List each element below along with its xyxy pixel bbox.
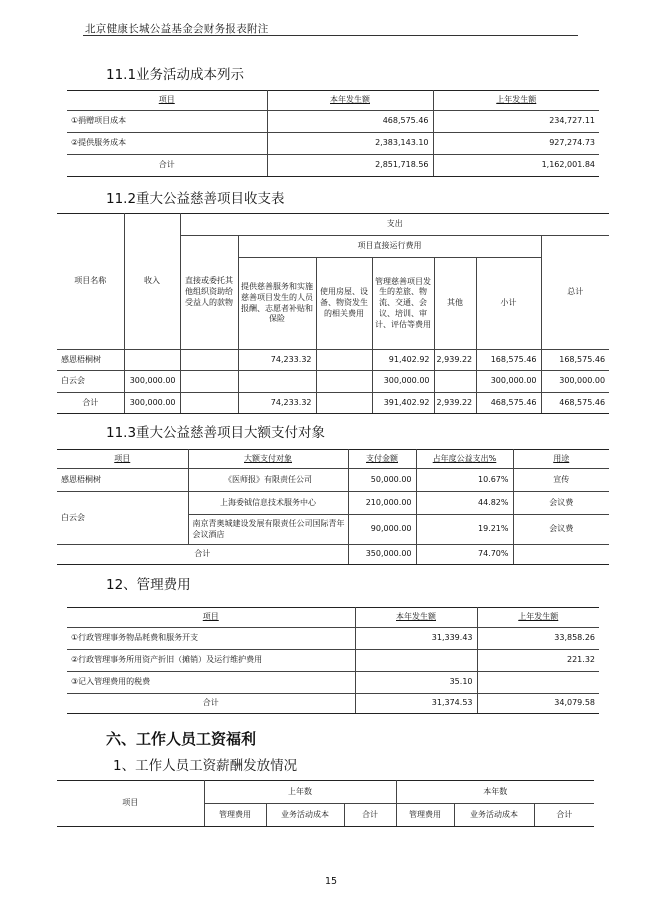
table-cell: 1,162,001.84 [433, 155, 599, 177]
table-row [57, 393, 609, 414]
col-header-last-year: 上年发生额 [433, 91, 599, 111]
table-cell [180, 393, 238, 414]
table-cell [316, 393, 372, 414]
document-header: 北京健康长城公益基金会财务报表附注 [85, 23, 269, 35]
table-row [57, 350, 609, 371]
table-cell: 10.67% [416, 469, 513, 492]
table-cell [180, 350, 238, 371]
table-cell: 91,402.92 [372, 350, 434, 371]
table-cell [238, 371, 316, 393]
table-cell [477, 672, 599, 694]
table-cell: 合计 [57, 545, 348, 565]
table-cell: 468,575.46 [541, 393, 609, 414]
col-header-business-cost: 业务活动成本 [266, 804, 344, 827]
col-header-admin-expense: 管理费用 [204, 804, 266, 827]
table-row [67, 672, 599, 694]
col-header-income: 收入 [124, 214, 180, 350]
table-cell: ②提供服务成本 [67, 133, 267, 155]
table-row [57, 545, 609, 565]
col-header-this-year: 本年发生额 [355, 608, 477, 628]
table-cell: 221.32 [477, 650, 599, 672]
table-cell: 168,575.46 [476, 350, 541, 371]
table-cell: 会议费 [513, 515, 609, 545]
table-cell: 300,000.00 [124, 393, 180, 414]
table-cell: 468,575.46 [476, 393, 541, 414]
table-cell: 350,000.00 [348, 545, 416, 565]
col-header-total: 总计 [541, 236, 609, 350]
col-header-direct-operating-cost: 项目直接运行费用 [238, 236, 541, 258]
col-header-staff-cost: 提供慈善服务和实施慈善项目发生的人员报酬、志愿者补贴和保险 [238, 258, 316, 350]
table-cell: 34,079.58 [477, 694, 599, 714]
large-payment-table [57, 449, 609, 565]
table-cell: 90,000.00 [348, 515, 416, 545]
col-header-percent: 占年度公益支出% [416, 450, 513, 469]
col-header-management-cost: 管理慈善项目发生的差旅、物流、交通、会议、培训、审计、评估等费用 [372, 258, 434, 350]
col-header-project-name: 项目名称 [57, 214, 124, 350]
col-header-item: 项目 [57, 781, 204, 827]
table-cell: 927,274.73 [433, 133, 599, 155]
table-cell: 33,858.26 [477, 628, 599, 650]
table-cell: ①行政管理事务物品耗费和服务开支 [67, 628, 355, 650]
col-header-business-cost: 业务活动成本 [454, 804, 534, 827]
col-header-premises-cost: 使用房屋、设备、物资发生的相关费用 [316, 258, 372, 350]
table-cell [180, 371, 238, 393]
table-cell: 31,374.53 [355, 694, 477, 714]
section-11-1-heading: 11.1业务活动成本列示 [106, 67, 245, 83]
table-cell: 《医师报》有限责任公司 [188, 469, 348, 492]
chapter-6-heading: 六、工作人员工资福利 [106, 730, 257, 748]
col-header-last-year: 上年发生额 [477, 608, 599, 628]
col-header-total: 合计 [344, 804, 396, 827]
table-cell [316, 350, 372, 371]
table-cell: 300,000.00 [124, 371, 180, 393]
section-11-3-heading: 11.3重大公益慈善项目大额支付对象 [106, 425, 326, 441]
col-header-item: 项目 [57, 450, 188, 469]
table-row [67, 628, 599, 650]
col-header-payee: 大额支付对象 [188, 450, 348, 469]
table-row [57, 492, 609, 515]
table-cell: ③记入管理费用的税费 [67, 672, 355, 694]
table-cell: 会议费 [513, 492, 609, 515]
table-cell: 74,233.32 [238, 393, 316, 414]
col-header-this-year: 本年发生额 [267, 91, 433, 111]
table-row [67, 650, 599, 672]
business-cost-table [67, 90, 599, 177]
table-cell: 168,575.46 [541, 350, 609, 371]
col-header-this-year: 本年数 [396, 781, 594, 804]
section-11-2-heading: 11.2重大公益慈善项目收支表 [106, 191, 285, 207]
col-header-expense: 支出 [180, 214, 609, 236]
col-header-subtotal: 小计 [476, 258, 541, 350]
table-cell: 合计 [67, 155, 267, 177]
table-cell: 感恩梧桐树 [57, 469, 188, 492]
table-row [57, 371, 609, 393]
col-header-total: 合计 [534, 804, 594, 827]
col-header-item: 项目 [67, 91, 267, 111]
section-6-1-heading: 1、工作人员工资薪酬发放情况 [113, 758, 298, 774]
table-cell: 19.21% [416, 515, 513, 545]
col-header-item: 项目 [67, 608, 355, 628]
table-cell: 宣传 [513, 469, 609, 492]
table-cell [124, 350, 180, 371]
table-cell [316, 371, 372, 393]
table-cell: 74,233.32 [238, 350, 316, 371]
table-cell: 合计 [67, 694, 355, 714]
table-cell: 300,000.00 [372, 371, 434, 393]
col-header-admin-expense: 管理费用 [396, 804, 454, 827]
table-cell: 2,851,718.56 [267, 155, 433, 177]
table-cell: ①捐赠项目成本 [67, 111, 267, 133]
table-cell: 感恩梧桐树 [57, 350, 124, 371]
col-header-use: 用途 [513, 450, 609, 469]
table-cell [355, 650, 477, 672]
table-cell: 468,575.46 [267, 111, 433, 133]
charity-income-expense-table [57, 213, 609, 414]
table-cell: 234,727.11 [433, 111, 599, 133]
table-cell: 300,000.00 [476, 371, 541, 393]
table-cell [434, 371, 476, 393]
table-cell: 2,939.22 [434, 350, 476, 371]
col-header-other: 其他 [434, 258, 476, 350]
section-12-heading: 12、管理费用 [106, 577, 191, 593]
table-row [57, 469, 609, 492]
table-cell: 白云会 [57, 492, 188, 545]
table-cell: 210,000.00 [348, 492, 416, 515]
table-cell: ②行政管理事务所用资产折旧（摊销）及运行维护费用 [67, 650, 355, 672]
table-cell: 50,000.00 [348, 469, 416, 492]
table-cell: 74.70% [416, 545, 513, 565]
table-cell: 300,000.00 [541, 371, 609, 393]
col-header-delegated-funding: 直接或委托其他组织资助给受益人的款物 [180, 236, 238, 350]
table-cell: 上海委钺信息技术服务中心 [188, 492, 348, 515]
page-number: 15 [324, 876, 338, 887]
table-cell: 44.82% [416, 492, 513, 515]
col-header-amount: 支付金额 [348, 450, 416, 469]
table-cell: 白云会 [57, 371, 124, 393]
table-cell: 35.10 [355, 672, 477, 694]
table-cell: 2,383,143.10 [267, 133, 433, 155]
admin-expense-table [67, 607, 599, 714]
header-rule [83, 35, 578, 36]
table-cell: 31,339.43 [355, 628, 477, 650]
table-cell: 391,402.92 [372, 393, 434, 414]
staff-salary-table [57, 780, 594, 827]
col-header-last-year: 上年数 [204, 781, 396, 804]
table-cell: 2,939.22 [434, 393, 476, 414]
table-cell [513, 545, 609, 565]
table-cell: 合计 [57, 393, 124, 414]
table-cell: 南京青奥城建设发展有限责任公司国际青年会议酒店 [188, 515, 348, 545]
table-row [67, 694, 599, 714]
